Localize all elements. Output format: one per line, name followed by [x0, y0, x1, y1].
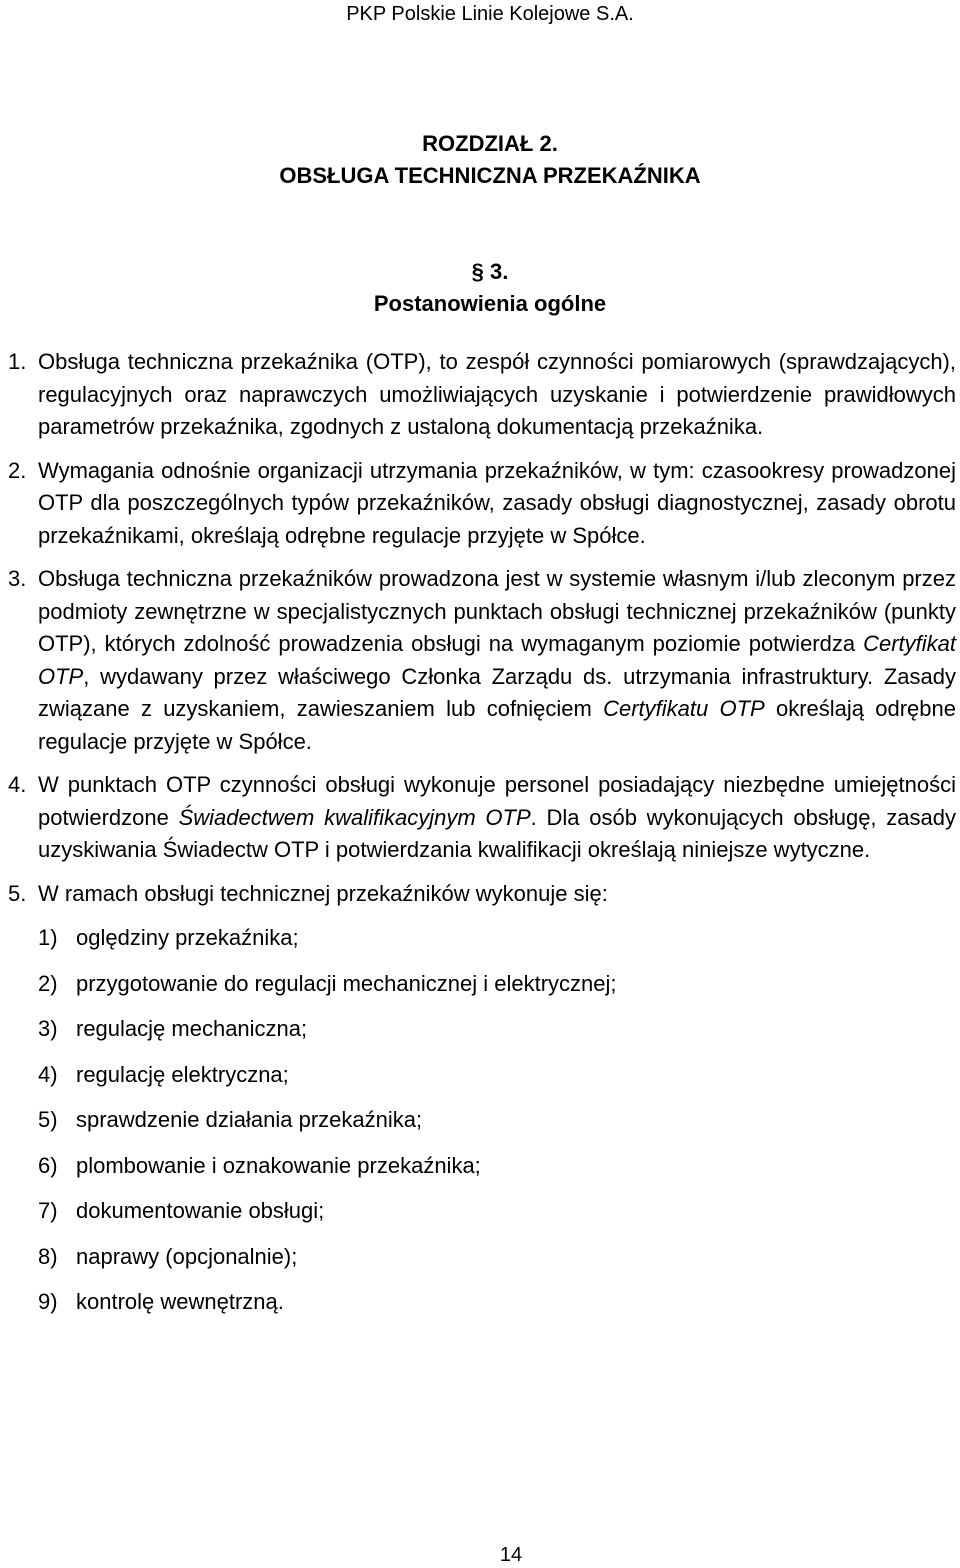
paragraph-text: określają odrębne regulacje przyjęte w Spółce.: [38, 696, 956, 754]
section-title: Postanowienia ogólne: [373, 291, 607, 316]
list-item-number: 5): [38, 1107, 58, 1132]
chapter-title: OBSŁUGA TECHNICZNA PRZEKAŹNIKA: [279, 163, 701, 188]
list-item: [0, 1195, 956, 1227]
paragraph-text: , wydawany przez właściwego Członka Zarządu ds. utrzymania infrastruktury. Zasady związane z uzyskaniem, zawieszaniem lub cofnięciem: [38, 663, 956, 721]
page-number: 14: [499, 1544, 523, 1566]
list-item: [0, 1286, 956, 1318]
list-item: [0, 1013, 956, 1045]
list-item: [0, 1241, 956, 1273]
list-item-text: oględziny przekaźnika;: [76, 925, 299, 950]
list-item-number: 4): [38, 1061, 58, 1087]
italic-term: Certyfikat OTP: [38, 631, 956, 689]
list-item-number: 7): [38, 1198, 58, 1223]
paragraph-1: [0, 346, 956, 444]
paragraph-number: 4.: [8, 772, 27, 797]
italic-term: Świadectwem kwalifikacyjnym OTP: [178, 804, 531, 830]
list-item: [0, 968, 956, 1000]
paragraph-text: Wymagania odnośnie organizacji utrzymania przekaźników, w tym: czasookresy prowadzonej OTP dla poszczególnych typów przekaźników, zasady obsługi diagnostycznej, zasady obrotu przekaźnikami, określają odrębne regulacje przyjęte w Spółce.: [38, 457, 956, 548]
paragraph-number: 2.: [8, 457, 27, 483]
paragraph-2: [0, 455, 956, 553]
paragraph-number: 1.: [8, 349, 27, 374]
list-item-text: regulację elektryczna;: [76, 1061, 289, 1087]
list-item: [0, 922, 956, 954]
list-item-text: kontrolę wewnętrzną.: [76, 1289, 284, 1314]
list-item-text: przygotowanie do regulacji mechanicznej i elektrycznej;: [76, 970, 617, 996]
document-body: [0, 346, 956, 1332]
paragraph-list: [0, 346, 956, 910]
maintenance-steps-list: [0, 922, 956, 1318]
list-item: [0, 1150, 956, 1182]
list-item-number: 3): [38, 1016, 58, 1041]
list-item-number: 6): [38, 1152, 58, 1178]
paragraph-5: [0, 878, 956, 911]
paragraph-text: . Dla osób wykonujących obsługę, zasady uzyskiwania Świadectw OTP i potwierdzania kwalifikacji określają niniejsze wytyczne.: [38, 804, 956, 862]
paragraph-text: W ramach obsługi technicznej przekaźników wykonuje się:: [38, 880, 608, 906]
page-header: PKP Polskie Linie Kolejowe S.A.: [346, 3, 634, 25]
list-item-number: 2): [38, 970, 58, 996]
paragraph-text: W punktach OTP czynności obsługi wykonuje personel posiadający niezbędne umiejętności potwierdzone: [38, 772, 956, 830]
paragraph-number: 3.: [8, 566, 27, 591]
paragraph-number: 5.: [8, 880, 27, 906]
chapter-number: ROZDZIAŁ 2.: [422, 131, 558, 156]
list-item-text: sprawdzenie działania przekaźnika;: [76, 1107, 423, 1132]
list-item-text: regulację mechaniczna;: [76, 1016, 308, 1041]
paragraph-text: Obsługa techniczna przekaźnika (OTP), to zespół czynności pomiarowych (sprawdzających), regulacyjnych oraz naprawczych umożliwiających uzyskanie i potwierdzenie prawidłowych parametrów przekaźnika, zgodnych z ustaloną dokumentacją przekaźnika.: [38, 349, 956, 439]
section-number: § 3.: [471, 259, 509, 284]
italic-term: Certyfikatu OTP: [603, 696, 765, 721]
paragraph-3: [0, 563, 956, 758]
list-item-text: plombowanie i oznakowanie przekaźnika;: [76, 1152, 481, 1178]
section-heading: [0, 256, 960, 320]
chapter-heading: [0, 128, 960, 192]
list-item-number: 9): [38, 1289, 58, 1314]
list-item-number: 8): [38, 1243, 58, 1269]
list-item-text: dokumentowanie obsługi;: [76, 1198, 325, 1223]
paragraph-4: [0, 769, 956, 867]
list-item-text: naprawy (opcjonalnie);: [76, 1243, 298, 1269]
list-item-number: 1): [38, 925, 58, 950]
list-item: [0, 1059, 956, 1091]
list-item: [0, 1104, 956, 1136]
paragraph-text: Obsługa techniczna przekaźników prowadzona jest w systemie własnym i/lub zleconym przez podmioty zewnętrzne w specjalistycznych punktach obsługi technicznej przekaźników (punkty OTP), których zdolność prowadzenia obsługi na wymaganym poziomie potwierdza: [38, 566, 956, 656]
